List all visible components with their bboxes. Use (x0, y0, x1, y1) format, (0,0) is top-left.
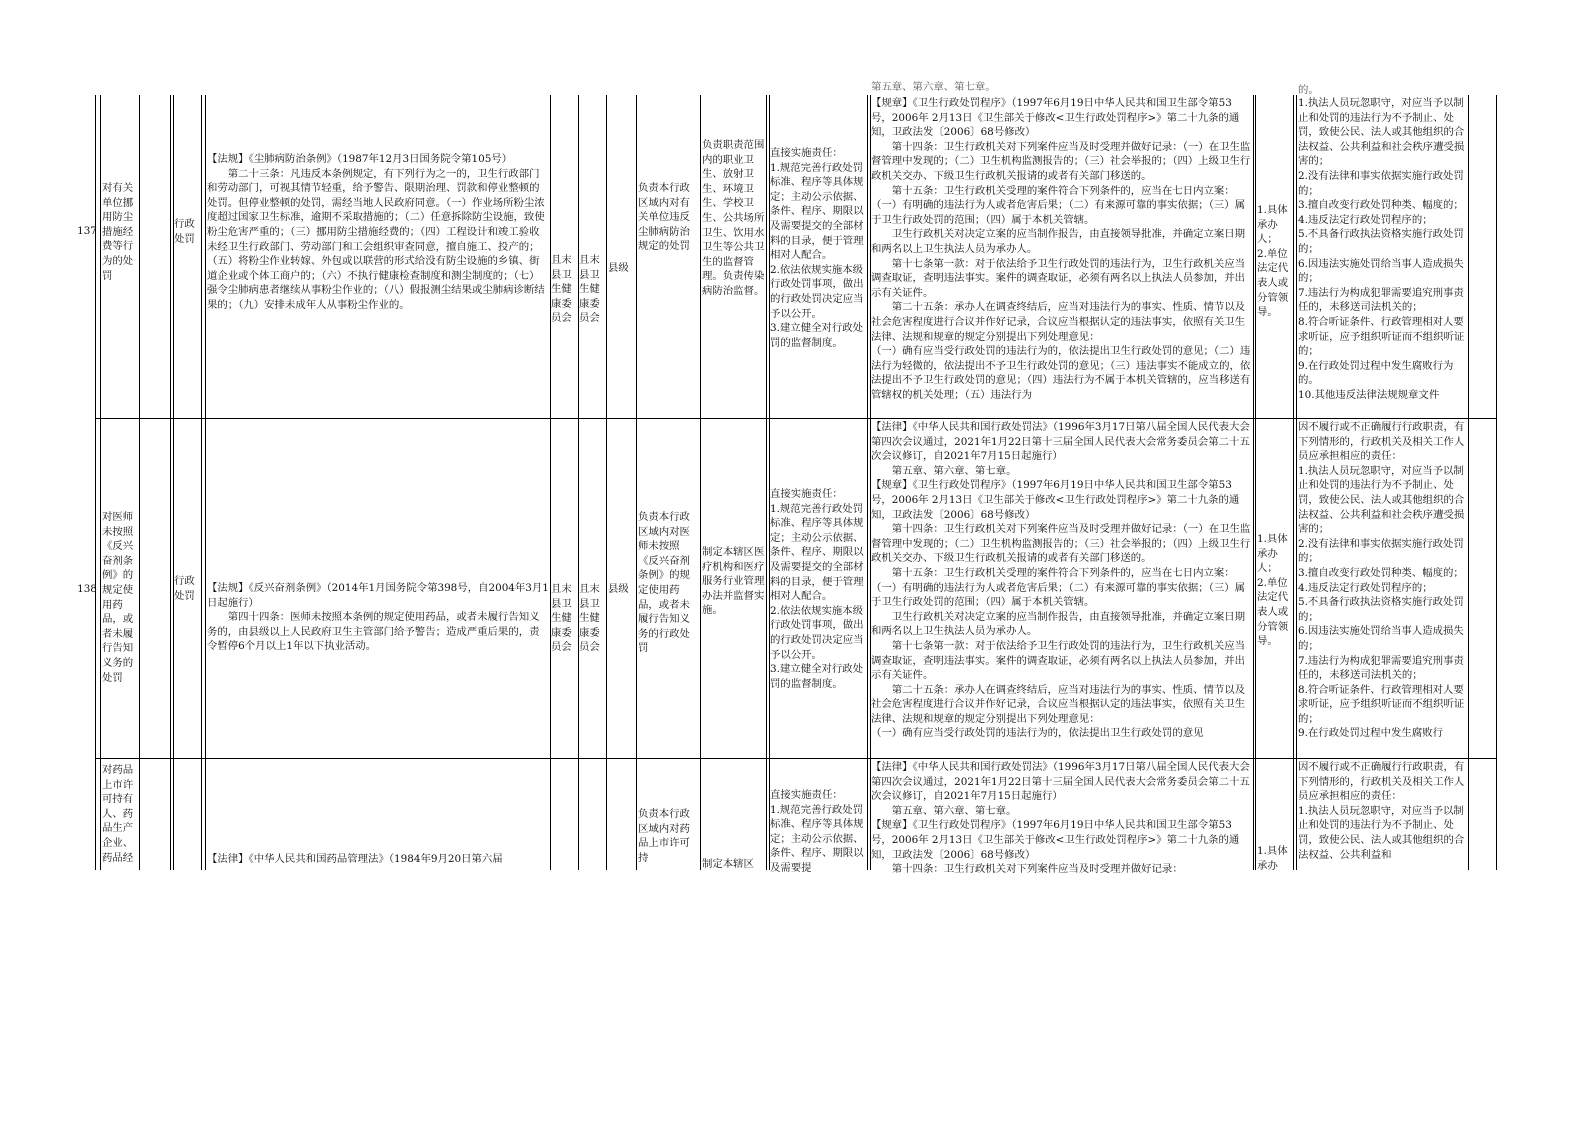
duty: 负责本行政区域内对医师未按照《反兴奋剂条例》的规定使用药品，或者未履行告知义务的行政处罚 (638, 511, 690, 655)
duty: 负责本行政区域内对有关单位违反尘肺病防治规定的处罚 (638, 182, 690, 253)
grid-line (1468, 95, 1469, 870)
legal-basis: 【法规】《尘肺病防治条例》（1987年12月3日国务院令第105号） 第二十三条：凡违反本条例规定，有下列行为之一的，卫生行政部门和劳动部门，可视其情节轻重，给予警告、限期治理、罚款和停业整顿的处罚。但停业整顿的处罚，需经当地人民政府同意。（一）作业场所粉尘浓度超过国家卫生标准，逾期不采取措施的；（二）任意拆除防尘设施，致使粉尘危害严重的；（三）挪用防尘措施经费的；（四）工程设计和竣工验收未经卫生行政部门、劳动部门和工会组织审查同意，擅自施工、投产的；（五）将粉尘作业转嫁、外包或以联营的形式给没有防尘设施的乡镇、街道企业或个体工商户的；（六）不执行健康检查制度和测尘制度的；（七）强令尘肺病患者继续从事粉尘作业的；（八）假报测尘结果或尘肺病诊断结果的；（九）安排未成年人从事粉尘作业的。 (207, 153, 545, 311)
accountability: 因不履行或不正确履行行政职责，有下列情形的，行政机关及相关工作人员应承担相应的责任： 1.执法人员玩忽职守，对应当予以制止和处罚的违法行为不予制止、处罚，致使公民、法人或其他组织的合法权益、公共利益和社会秩序遭受损害的； 2.没有法律和事实依据实施行政处罚的； 3.擅自改变行政处罚种类、幅度的； 4.违反法定行政处罚程序的； 5.不具备行政执法资格实施行政处罚的； 6.因违法实施处罚给当事人造成损失的； 7.违法行为构成犯罪需要追究刑事责任的，未移送司法机关的； 8.符合听证条件、行政管理相对人要求听证，应予组织听证而不组织听证的； 9.在行政处罚过程中发生腐败行 (1298, 421, 1465, 740)
procedure-basis: 【法律】《中华人民共和国行政处罚法》（1996年3月17日第八届全国人民代表大会第四次会议通过，2021年1月22日第十三届全国人民代表大会常务委员会第二十五次会议修订，自2021年7月15日起施行） 第五章、第六章、第七章。 【规章】《卫生行政处罚程序》（1997年6月19日中华人民共和国卫生部令第53号，2006年 2月13日《卫生部关于修改<卫生行政处罚程序>》第二十九条的通知，卫政法发〔2006〕68号修改） 第十四条：卫生行政机关对下列案件应当及时受理并做好记录：（一）在卫生监督管理中发现的；（二）卫生机构监测报告的；（三）社会举报的；（四）上级卫生行政机关交办、下级卫生行政机关报请的或者有关部门移送的。 第十五条：卫生行政机关受理的案件符合下列条件的，应当在七日内立案：（一）有明确的违法行为人或者危害后果；（二）有来源可靠的事实依据；（三）属于卫生行政处罚的范围；（四）属于本机关管辖。 卫生行政机关对决定立案的应当制作报告，由直接领导批准，并确定立案日期和两名以上卫生执法人员为承办人。 第十七条第一款：对于依法给予卫生行政处罚的违法行为，卫生行政机关应当调查取证，查明违法事实。案件的调查取证，必须有两名以上执法人员参加，并出示有关证件。 第二十五条：承办人在调查终结后，应当对违法行为的事实、性质、情节以及社会危害程度进行合议并作好记录，合议应当根据认定的违法事实，依照有关卫生法律、法规和规章的规定分别提出下列处理意见： （一）确有应当受行政处罚的违法行为的，依法提出卫生行政处罚的意见 (871, 421, 1251, 740)
grid-line (636, 95, 637, 870)
power-type: 行政处罚 (174, 218, 195, 245)
responsible-dept: 且末县卫生健康委员会 (579, 254, 600, 325)
procedure-basis: 【法律】《中华人民共和国行政处罚法》（1996年3月17日第八届全国人民代表大会第四次会议通过，2021年1月22日第十三届全国人民代表大会常务委员会第二十五次会议修订，自2021年7月15日起施行） 第五章、第六章、第七章。 【规章】《卫生行政处罚程序》（1997年6月19日中华人民共和国卫生部令第53号，2006年 2月13日《卫生部关于修改<卫生行政处罚程序>》第二十九条的通知，卫政法发〔2006〕68号修改） 第十四条：卫生行政机关对下列案件应当及时受理并做好记录： (871, 761, 1250, 876)
level: 县级 (608, 262, 629, 274)
grid-line (139, 95, 140, 870)
grid-line (700, 95, 701, 870)
grid-line (100, 95, 101, 870)
grid-line (766, 95, 767, 870)
grid-line (173, 95, 174, 870)
implementing-dept: 且末县卫生健康委员会 (551, 254, 572, 325)
responsible-dept: 且末县卫生健康委员会 (579, 583, 600, 654)
grid-line (95, 95, 96, 870)
procedure-basis: 【规章】《卫生行政处罚程序》（1997年6月19日中华人民共和国卫生部令第53号，2006年 2月13日《卫生部关于修改<卫生行政处罚程序>》第二十九条的通知，卫政法发〔2006〕68号修改） 第十四条：卫生行政机关对下列案件应当及时受理并做好记录：（一）在卫生监督管理中发现的；（二）卫生机构监测报告的；（三）社会举报的；（四）上级卫生行政机关交办、下级卫生行政机关报请的或者有关部门移送的。 第十五条：卫生行政机关受理的案件符合下列条件的，应当在七日内立案：（一）有明确的违法行为人或者危害后果；（二）有来源可靠的事实依据；（三）属于卫生行政处罚的范围；（四）属于本机关管辖。 卫生行政机关对决定立案的应当制作报告，由直接领导批准，并确定立案日期和两名以上卫生执法人员为承办人。 第十七条第一款：对于依法给予卫生行政处罚的违法行为，卫生行政机关应当调查取证，查明违法事实。案件的调查取证，必须有两名以上执法人员参加，并出示有关证件。 第二十五条：承办人在调查终结后，应当对违法行为的事实、性质、情节以及社会危害程度进行合议并作好记录，合议应当根据认定的违法事实，依照有关卫生法律、法规和规章的规定分别提出下列处理意见： （一）确有应当受行政处罚的违法行为的，依法提出卫生行政处罚的意见；（二）违法行为轻微的，依法提出不予卫生行政处罚的意见；（三）违法事实不能成立的，依法提出不予卫生行政处罚的意见；（四）违法行为不属于本机关管辖的，应当移送有管辖权的机关处理；（五）违法行为 (871, 97, 1251, 401)
grid-line (606, 95, 607, 870)
grid-line (550, 95, 551, 870)
procedure-overflow: 第五章、第六章、第七章。 (871, 81, 996, 93)
row-number: 137 (77, 225, 97, 237)
grid-line (578, 95, 579, 870)
grid-line (205, 95, 206, 870)
responsible-subject: 1.具体承办 (1257, 845, 1288, 872)
accountability: 因不履行或不正确履行行政职责，有下列情形的，行政机关及相关工作人员应承担相应的责任： 1.执法人员玩忽职守，对应当予以制止和处罚的违法行为不予制止、处罚，致使公民、法人或其他组织的合法权益、公共利益和 (1298, 761, 1465, 861)
grid-line (867, 95, 868, 870)
responsibility: 直接实施责任： 1.规范完善行政处罚标准、程序等具体规定；主动公示依据、条件、程序、期限以及需要提交的全部材料的目录，便于管理相对人配合。 2.依法依规实施本级行政处罚事项，做出的行政处罚决定应当予以公开。 3.建立健全对行政处罚的监督制度。 (770, 488, 864, 690)
accountability-overflow: 的。 (1298, 84, 1319, 96)
grid-line (95, 758, 1497, 759)
level: 县级 (608, 583, 629, 595)
grid-line (1496, 95, 1497, 870)
responsible-subject: 1.具体承办人； 2.单位法定代表人或分管领导。 (1257, 204, 1289, 319)
item-name: 对有关单位挪用防尘措施经费等行为的处罚 (102, 182, 134, 282)
grid-line (170, 95, 171, 870)
legal-basis: 【法规】《反兴奋剂条例》（2014年1月国务院令第398号，自2004年3月1日起施行） 第四十四条：医师未按照本条例的规定使用药品，或者未履行告知义务的，由县级以上人民政府卫生主管部门给予警告；造成严重后果的，责令暂停6个月以上1年以下执业活动。 (207, 582, 549, 653)
grid-line (1255, 95, 1256, 870)
row-number: 138 (77, 583, 97, 595)
power-type: 行政处罚 (174, 575, 195, 602)
grid-line (1253, 95, 1254, 870)
grid-line (95, 418, 1497, 419)
item-name: 对药品上市许可持有人、药品生产企业、药品经 (102, 764, 134, 864)
grid-line (1296, 95, 1297, 870)
grid-line (201, 95, 202, 870)
implementing-dept: 且末县卫生健康委员会 (551, 583, 572, 654)
responsible-subject: 1.具体承办人； 2.单位法定代表人或分管领导。 (1257, 533, 1289, 648)
grid-line (1293, 95, 1294, 870)
supervision: 制定本辖区 (702, 858, 754, 870)
responsibility: 直接实施责任： 1.规范完善行政处罚标准、程序等具体规定；主动公示依据、条件、程序、期限以及需要提交的全部材料的目录，便于管理相对人配合。 2.依法依规实施本级行政处罚事项，做出的行政处罚决定应当予以公开。 3.建立健全对行政处罚的监督制度。 (770, 147, 864, 349)
supervision: 负责职责范围内的职业卫生、放射卫生、环境卫生、学校卫生、公共场所卫生、饮用水卫生等公共卫生的监督管理。负责传染病防治监督。 (702, 139, 765, 297)
item-name: 对医师未按照《反兴奋剂条例》的规定使用药品，或者未履行告知义务的处罚 (102, 511, 134, 684)
legal-basis: 【法律】《中华人民共和国药品管理法》（1984年9月20日第六届 (207, 853, 503, 865)
accountability: 1.执法人员玩忽职守，对应当予以制止和处罚的违法行为不予制止、处罚，致使公民、法人或其他组织的合法权益、公共利益和社会秩序遭受损害的； 2.没有法律和事实依据实施行政处罚的； 3.擅自改变行政处罚种类、幅度的； 4.违反法定行政处罚程序的； 5.不具备行政执法资格实施行政处罚的； 6.因违法实施处罚给当事人造成损失的； 7.违法行为构成犯罪需要追究刑事责任的，未移送司法机关的； 8.符合听证条件、行政管理相对人要求听证，应予组织听证而不组织听证的； 9.在行政处罚过程中发生腐败行为的。 10.其他违反法律法规规章文件 (1298, 97, 1465, 401)
duty: 负责本行政区域内对药品上市许可持 (638, 808, 690, 864)
supervision: 制定本辖区医疗机构和医疗服务行业管理办法并监督实施。 (702, 546, 765, 617)
responsibility: 直接实施责任： 1.规范完善行政处罚标准、程序等具体规定；主动公示依据、条件、程序、期限以及需要提 (770, 789, 864, 874)
